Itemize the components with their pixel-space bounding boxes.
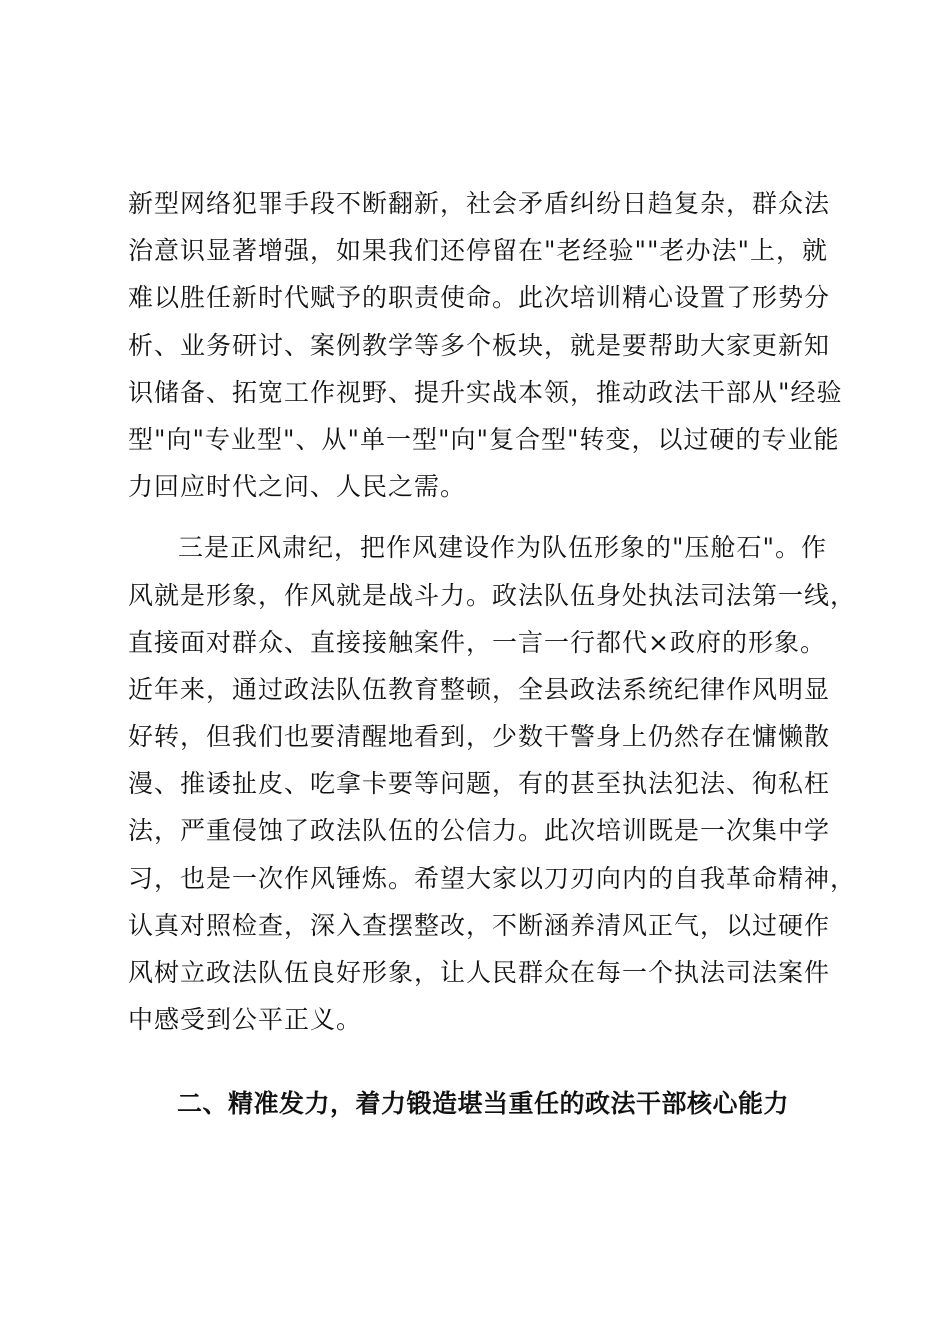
paragraph-line: 难以胜任新时代赋予的职责使命。此次培训精心设置了形势分 (128, 283, 831, 313)
paragraph-line: 好转，但我们也要清醒地看到，少数干警身上仍然存在慵懒散 (128, 722, 831, 752)
section-heading: 二、精准发力，着力锻造堪当重任的政法干部核心能力 (177, 1089, 790, 1118)
paragraph-line: 力回应时代之问、人民之需。 (128, 472, 467, 502)
paragraph-line: 识储备、拓宽工作视野、提升实战本领，推动政法干部从"经验 (128, 377, 843, 407)
paragraph-line: 直接面对群众、直接接触案件，一言一行都代×政府的形象。 (128, 627, 826, 657)
paragraph-1 (128, 180, 843, 510)
paragraph-line: 新型网络犯罪手段不断翻新，社会矛盾纠纷日趋复杂，群众法 (128, 189, 831, 218)
paragraph-2 (128, 524, 857, 1043)
paragraph-line: 认真对照检查，深入查摆整改，不断涵养清风正气，以过硬作 (128, 910, 831, 940)
paragraph-line: 法，严重侵蚀了政法队伍的公信力。此次培训既是一次集中学 (128, 816, 831, 846)
paragraph-line: 近年来，通过政法队伍教育整顿，全县政法系统纪律作风明显 (128, 674, 831, 704)
paragraph-line: 中感受到公平正义。 (128, 1005, 363, 1035)
paragraph-line: 型"向"专业型"、从"单一型"向"复合型"转变，以过硬的专业能 (128, 424, 840, 454)
paragraph-line: 风就是形象，作风就是战斗力。政法队伍身处执法司法第一线， (128, 580, 857, 610)
paragraph-line: 析、业务研讨、案例教学等多个板块，就是要帮助大家更新知 (128, 330, 831, 360)
paragraph-line: 风树立政法队伍良好形象，让人民群众在每一个执法司法案件 (128, 958, 831, 987)
paragraph-line: 习，也是一次作风锤炼。希望大家以刀刃向内的自我革命精神， (128, 863, 857, 893)
paragraph-line-first: 三是正风肃纪，把作风建设作为队伍形象的"压舱石"。作 (178, 533, 828, 563)
paragraph-line: 漫、推诿扯皮、吃拿卡要等问题，有的甚至执法犯法、徇私枉 (128, 769, 831, 799)
document-body (128, 180, 857, 1043)
paragraph-line: 治意识显著增强，如果我们还停留在"老经验""老办法"上，就 (128, 236, 828, 266)
